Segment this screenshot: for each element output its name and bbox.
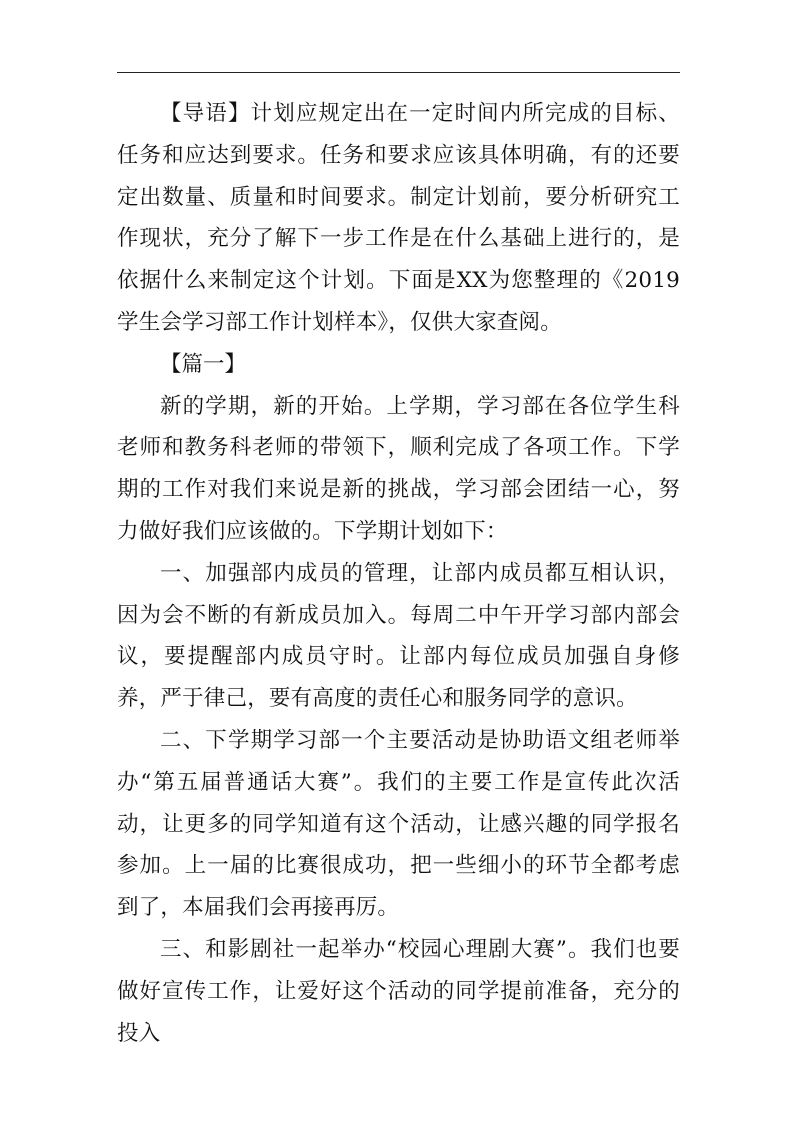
body-paragraph-2: 一、加强部内成员的管理，让部内成员都互相认识，因为会不断的有新成员加入。每周二中午开学习部内部会议，要提醒部内成员守时。让部内每位成员加强自身修养，严于律己，要有高度的责任心和服务同学的意识。 bbox=[117, 560, 680, 712]
body-paragraph-1: 新的学期，新的开始。上学期，学习部在各位学生科老师和教务科老师的带领下，顺利完成了各项工作。下学期的工作对我们来说是新的挑战，学习部会团结一心，努力做好我们应该做的。下学期计划如下： bbox=[117, 393, 680, 544]
intro-paragraph: 【导语】计划应规定出在一定时间内所完成的目标、任务和应达到要求。任务和要求应该具体明确，有的还要定出数量、质量和时间要求。制定计划前，要分析研究工作现状，充分了解下一步工作是在什么基础上进行的，是依据什么来制定这个计划。下面是XX为您整理的《2019学生会学习部工作计划样本》，仅供大家查阅。 bbox=[117, 101, 680, 335]
header-divider bbox=[117, 72, 680, 73]
section-title: 【篇一】 bbox=[160, 351, 247, 377]
body-paragraph-3: 二、下学期学习部一个主要活动是协助语文组老师举办“第五届普通话大赛”。我们的主要工作是宣传此次活动，让更多的同学知道有这个活动，让感兴趣的同学报名参加。上一届的比赛很成功，把一些细小的环节全都考虑到了，本届我们会再接再厉。 bbox=[117, 727, 680, 921]
document-body bbox=[117, 93, 680, 1054]
body-paragraph-4: 三、和影剧社一起举办“校园心理剧大赛”。我们也要做好宣传工作，让爱好这个活动的同学提前准备，充分的投入 bbox=[117, 936, 680, 1046]
